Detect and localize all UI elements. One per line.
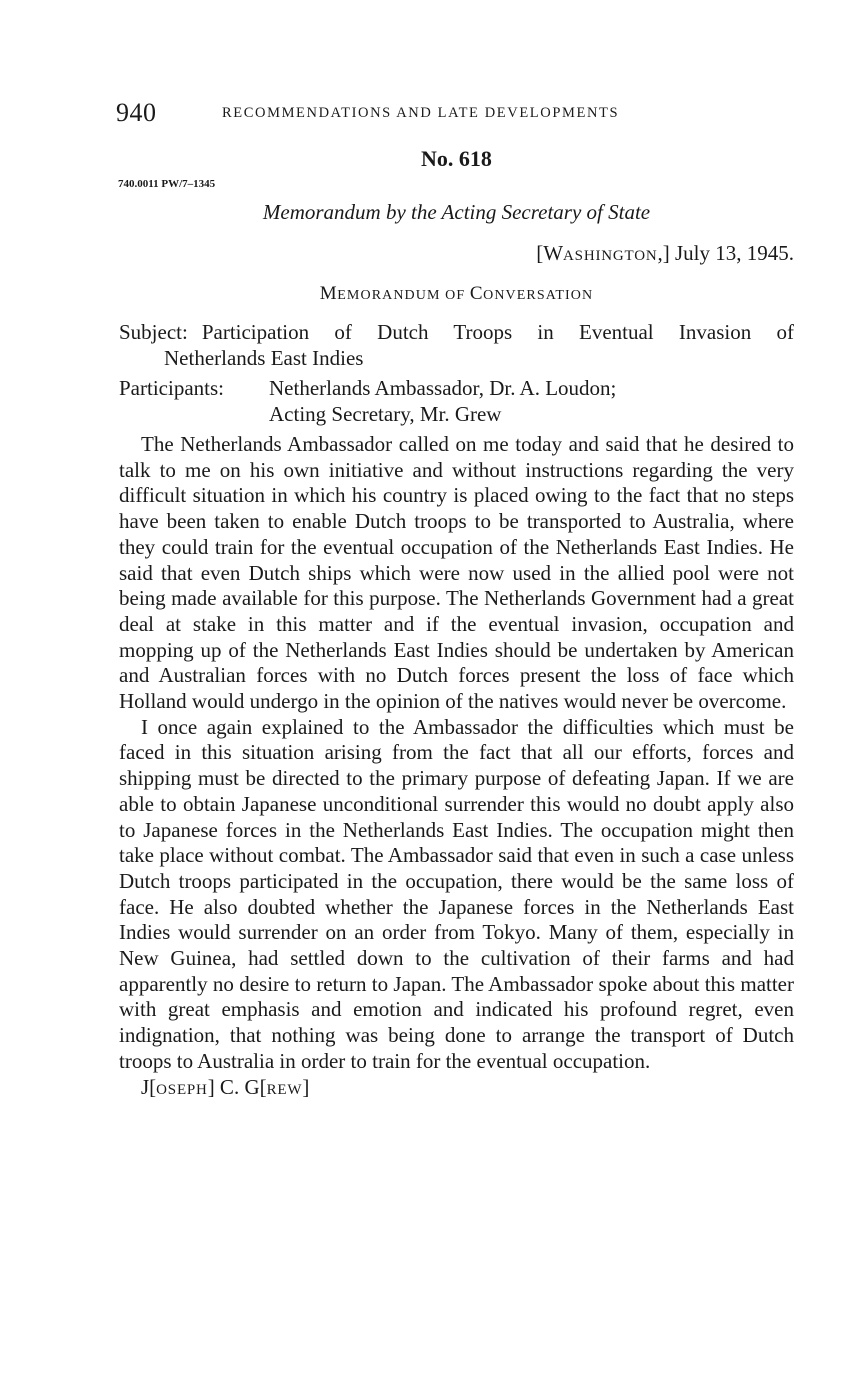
signature-close: ] — [302, 1074, 310, 1099]
file-number: 740.0011 PW/7–1345 — [118, 178, 216, 190]
participants-label: Participants: — [119, 376, 224, 400]
memo-title — [119, 283, 794, 305]
participant-item: Acting Secretary, Mr. Grew — [269, 402, 502, 426]
document-heading: Memorandum by the Acting Secretary of State — [262, 200, 651, 224]
memo-body — [119, 432, 794, 1103]
signature-middle: ] C. G[ — [207, 1074, 267, 1099]
signature-first-rest: OSEPH — [156, 1081, 208, 1098]
subject-text-line-2: Netherlands East Indies — [164, 346, 364, 370]
dateline-place-initial: W — [543, 241, 564, 265]
signature — [119, 1075, 794, 1104]
dateline — [536, 241, 794, 266]
signature-first-initial: J[ — [141, 1074, 157, 1099]
running-title: RECOMMENDATIONS AND LATE DEVELOPMENTS — [222, 105, 620, 121]
memo-title-word-2: OF — [440, 288, 470, 303]
page-number: 940 — [116, 98, 157, 127]
subject-text-line-1: Participation of Dutch Troops in Eventual Invasion of — [201, 320, 794, 344]
dateline-date: July 13, 1945. — [674, 241, 794, 265]
subject-block — [119, 319, 794, 371]
dateline-place-rest: ASHINGTON — [563, 248, 658, 264]
body-paragraph: I once again explained to the Ambassador the difficulties which must be faced in this situation arising from the fact that all our efforts, forces and shipping must be directed to the primary purpose of defeating Japan. If we are able to obtain Japanese unconditional surrender this would no doubt apply also to Japanese forces in the Netherlands East Indies. The occupation might then take place without combat. The Ambassador said that even in such a case unless Dutch troops participated in the occupation, there would be the same loss of face. He also doubted whether the Japanese forces in the Netherlands East Indies would surrender on an order from Tokyo. Many of them, especially in New Guinea, had settled down to the cultivation of their farms and had apparently no desire to return to Japan. The Ambassador spoke about this matter with great emphasis and emotion and indicated his profound regret, even indignation, that nothing was being done to arrange the transport of Dutch troops to Australia in order to train for the eventual occupation. — [119, 714, 794, 1073]
participant-item: Netherlands Ambassador, Dr. A. Loudon; — [269, 376, 617, 400]
running-head — [116, 98, 794, 128]
memo-title-rest-3: ONVERSATION — [483, 288, 594, 303]
dateline-open-bracket: [ — [536, 241, 544, 265]
participants-list — [269, 375, 616, 427]
document-number: No. 618 — [421, 146, 492, 171]
memo-title-rest-1: EMORANDUM — [337, 288, 441, 303]
subject-line-1 — [119, 319, 794, 345]
body-paragraph: The Netherlands Ambassador called on me today and said that he desired to talk to me on his own initiative and without instructions regarding the very difficult situation in which his country is placed owing to the fact that no steps have been taken to enable Dutch troops to be transported to Australia, where they could train for the eventual occupation of the Netherlands East Indies. He said that even Dutch ships which were now used in the allied pool were not being made available for this purpose. The Netherlands Government had a great deal at stake in this matter and if the eventual invasion, occupation and mopping up of the Netherlands East Indies should be undertaken by American and Australian forces with no Dutch forces present the loss of face which Holland would undergo in the opinion of the natives would never be overcome. — [119, 432, 794, 714]
dateline-close-bracket: ,] — [657, 241, 675, 265]
subject-label: Subject: — [119, 320, 188, 344]
signature-last-rest: REW — [266, 1081, 303, 1098]
memo-title-initial-1: M — [319, 283, 338, 304]
memo-title-initial-3: C — [469, 283, 484, 304]
